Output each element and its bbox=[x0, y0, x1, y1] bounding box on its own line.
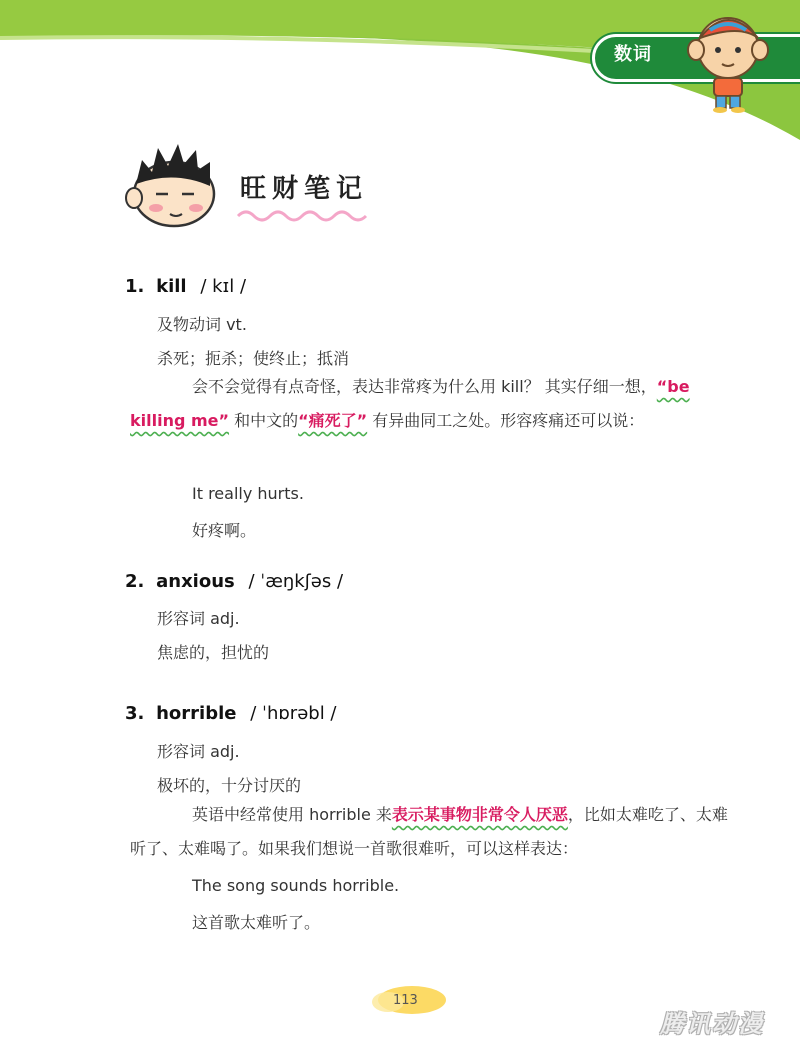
entry-1-pos: 及物动词 vt. bbox=[157, 315, 247, 334]
entry-1-example-en: It really hurts. bbox=[192, 484, 304, 503]
spiky-hair-boy-icon bbox=[122, 140, 222, 232]
note-text: ，比如太难吃了、太难听了、太难喝了。如果我们想说一首歌很难听，可以这样表达： bbox=[130, 805, 728, 858]
entry-3-pos: 形容词 adj. bbox=[157, 742, 240, 761]
entry-2-headword bbox=[125, 571, 343, 592]
section-title: 旺财笔记 bbox=[240, 174, 369, 204]
entry-ipa: / ˈhɒrəbl / bbox=[250, 703, 337, 724]
entry-2-pos: 形容词 adj. bbox=[157, 609, 240, 628]
note-text: 英语中经常使用 horrible 来 bbox=[192, 805, 392, 824]
entry-number: 2. bbox=[125, 571, 145, 592]
entry-1-note bbox=[130, 370, 740, 438]
title-wave-decoration bbox=[236, 206, 371, 224]
entry-1-headword bbox=[125, 276, 246, 297]
entry-number: 1. bbox=[125, 276, 145, 297]
entry-3-note bbox=[130, 798, 740, 866]
boy-mascot-icon bbox=[680, 8, 780, 114]
entry-3-headword bbox=[125, 703, 336, 724]
entry-3-example-en: The song sounds horrible. bbox=[192, 876, 400, 895]
entry-number: 3. bbox=[125, 703, 145, 724]
entry-word: anxious bbox=[156, 571, 235, 592]
note-highlight: 表示某事物非常令人厌恶 bbox=[391, 805, 568, 824]
note-highlight: “be killing me” bbox=[130, 377, 690, 430]
entry-word: horrible bbox=[156, 703, 237, 724]
note-highlight: “痛死了” bbox=[298, 411, 368, 430]
entry-1-example-cn: 好疼啊。 bbox=[192, 521, 257, 540]
entry-ipa: / ˈæŋkʃəs / bbox=[248, 571, 344, 592]
note-text: 有异曲同工之处。形容疼痛还可以说： bbox=[367, 411, 645, 430]
entry-3-meaning: 极坏的，十分讨厌的 bbox=[157, 776, 302, 795]
entry-1-meaning: 杀死；扼杀；使终止；抵消 bbox=[157, 349, 350, 368]
entry-2-meaning: 焦虑的，担忧的 bbox=[157, 643, 270, 662]
chapter-tab-label: 数词 bbox=[614, 44, 652, 65]
entry-ipa: / kɪl / bbox=[200, 276, 247, 297]
note-text: 和中文的 bbox=[229, 411, 299, 430]
entry-3-example-cn: 这首歌太难听了。 bbox=[192, 913, 321, 932]
note-text: 会不会觉得有点奇怪，表达非常疼为什么用 kill？ 其实仔细一想， bbox=[192, 377, 657, 396]
watermark-logo: 腾讯动漫 bbox=[660, 1010, 764, 1038]
entry-word: kill bbox=[156, 276, 187, 297]
page-number: 113 bbox=[393, 993, 418, 1008]
